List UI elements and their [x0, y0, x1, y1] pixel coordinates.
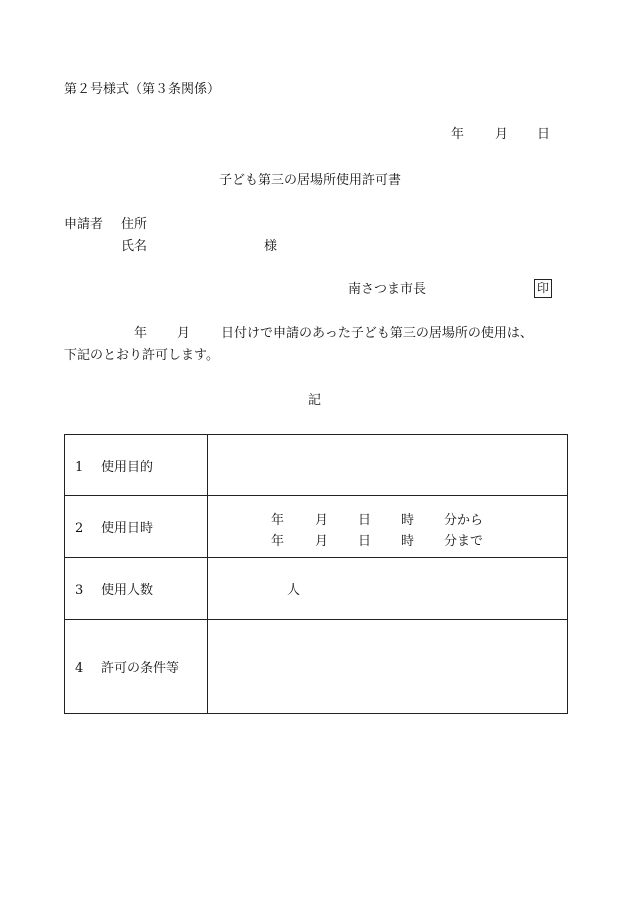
row-label-text: 許可の条件等	[101, 661, 180, 676]
body-month-label: 月	[177, 326, 191, 341]
table-row	[65, 496, 568, 558]
row-label-text: 使用目的	[101, 459, 154, 475]
dt-month: 月	[315, 512, 329, 528]
table-row	[65, 620, 568, 714]
row-label-text: 使用人数	[101, 583, 154, 598]
honorific: 様	[264, 239, 278, 254]
dt-month: 月	[315, 533, 329, 549]
details-table	[64, 434, 568, 714]
row-number: 1	[75, 459, 84, 475]
row-label	[65, 435, 208, 496]
body-line1: 日付けで申請のあった子ども第三の居場所の使用は、	[221, 326, 533, 341]
applicant-label: 申請者	[64, 217, 104, 232]
date-day-label: 日	[537, 127, 551, 142]
datetime-from-line	[208, 506, 567, 527]
table-row	[65, 435, 568, 496]
address-label: 住所	[121, 217, 148, 232]
row-label	[65, 620, 208, 714]
conditions-field[interactable]	[208, 620, 568, 714]
datetime-field[interactable]	[208, 496, 568, 558]
datetime-to-line	[208, 527, 567, 548]
issuer-name: 南さつま市長	[348, 282, 427, 297]
row-label	[65, 558, 208, 620]
people-count-field[interactable]	[208, 558, 568, 620]
date-year-label: 年	[451, 127, 465, 142]
body-line2: 下記のとおり許可します。	[64, 348, 219, 363]
dt-hour: 時	[401, 533, 415, 549]
ki-heading: 記	[308, 393, 322, 408]
people-unit: 人	[287, 583, 301, 598]
dt-day: 日	[358, 533, 372, 549]
table-row	[65, 558, 568, 620]
dt-year: 年	[271, 512, 285, 528]
body-year-label: 年	[134, 326, 148, 341]
purpose-field[interactable]	[208, 435, 568, 496]
document-title: 子ども第三の居場所使用許可書	[219, 173, 402, 188]
row-number: 3	[75, 583, 84, 598]
dt-hour: 時	[401, 512, 415, 528]
row-label	[65, 496, 208, 558]
form-number: 第２号様式（第３条関係）	[64, 82, 221, 97]
dt-minute: 分から	[444, 512, 484, 528]
row-number: 4	[75, 661, 84, 676]
name-label: 氏名	[121, 239, 148, 254]
row-number: 2	[75, 521, 84, 536]
row-label-text: 使用日時	[101, 521, 154, 536]
seal-mark: 印	[534, 279, 552, 298]
dt-year: 年	[271, 533, 285, 549]
dt-day: 日	[358, 512, 372, 528]
dt-minute: 分まで	[444, 533, 484, 549]
date-month-label: 月	[495, 127, 509, 142]
